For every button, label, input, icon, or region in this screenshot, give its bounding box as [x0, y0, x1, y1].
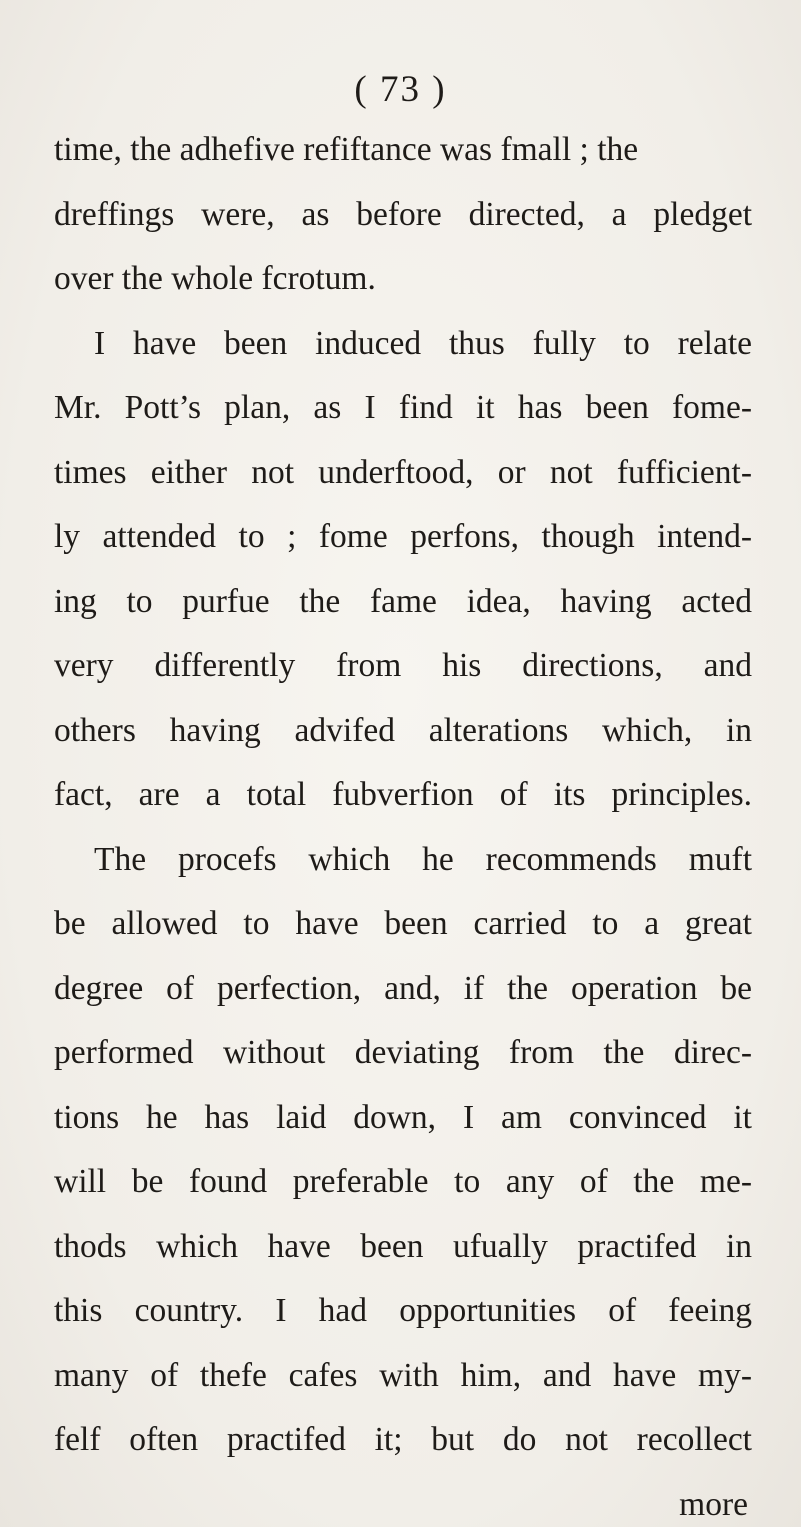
text-line: fact, are a total fubverfion of its principles.: [54, 776, 752, 813]
text-line: felf often practifed it; but do not recollect: [54, 1421, 752, 1458]
text-line: over the whole fcrotum.: [54, 260, 376, 297]
text-line: times either not underftood, or not fufficient-: [54, 453, 752, 491]
text-line: will be found preferable to any of the me-: [54, 1163, 752, 1200]
text-line: ing to purfue the fame idea, having acted: [54, 582, 752, 620]
text-line: The procefs which he recommends muft: [94, 840, 752, 878]
page-number: ( 73 ): [354, 69, 447, 110]
text-line: time, the adhefive refiftance was fmall ; the: [54, 131, 639, 168]
catchword: more: [679, 1485, 748, 1523]
text-line: performed without deviating from the direc-: [54, 1034, 752, 1071]
text-line: very differently from his directions, and: [54, 647, 752, 684]
text-line: Mr. Pott’s plan, as I find it has been fome-: [54, 389, 752, 426]
text-line: I have been induced thus fully to relate: [94, 324, 752, 362]
text-line: ly attended to ; fome perfons, though intend-: [54, 518, 752, 555]
text-line: be allowed to have been carried to a great: [54, 905, 752, 942]
text-line: this country. I had opportunities of feeing: [54, 1292, 752, 1329]
text-line: degree of perfection, and, if the operation be: [54, 969, 752, 1007]
text-line: others having advifed alterations which, in: [54, 711, 752, 749]
text-line: tions he has laid down, I am convinced it: [54, 1098, 752, 1136]
text-line: dreffings were, as before directed, a pledget: [54, 195, 752, 233]
text-line: many of thefe cafes with him, and have my-: [54, 1356, 752, 1394]
text-line: thods which have been ufually practifed in: [54, 1227, 752, 1265]
